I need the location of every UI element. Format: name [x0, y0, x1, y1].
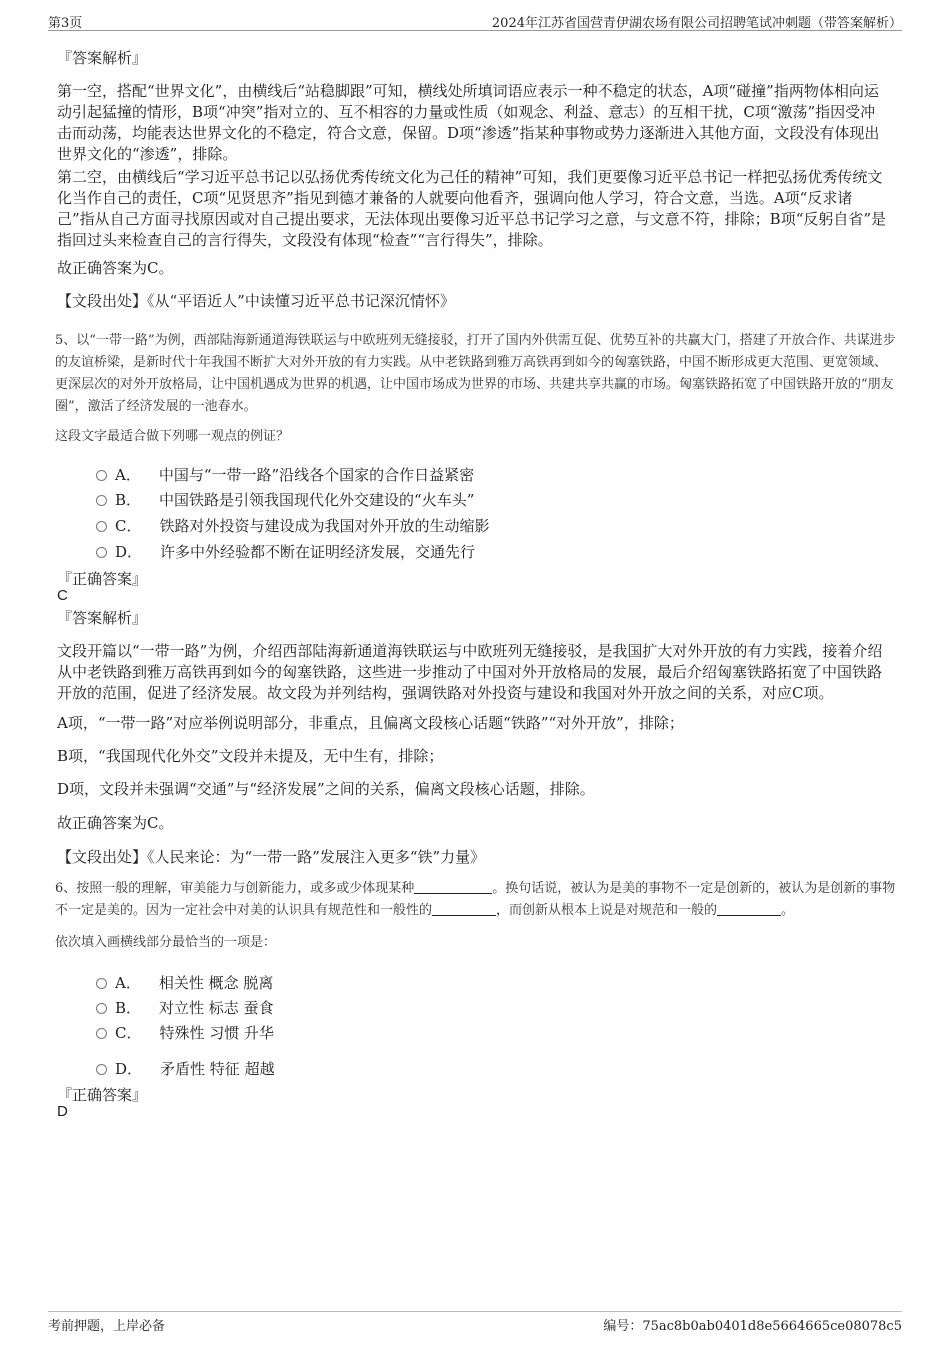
- q4-conclusion: 故正确答案为C。: [57, 259, 174, 277]
- q6-stem-part-1: 6、按照一般的理解，审美能力与创新能力，或多或少体现某种: [55, 881, 415, 896]
- radio-icon[interactable]: [96, 470, 107, 481]
- option-text: 中国与“一带一路”沿线各个国家的合作日益紧密: [158, 466, 475, 484]
- fill-blank-2: [432, 903, 496, 916]
- q5-question: 这段文字最适合做下列哪一观点的例证？: [55, 429, 290, 444]
- radio-icon[interactable]: [96, 495, 107, 506]
- option-text: 铁路对外投资与建设成为我国对外开放的生动缩影: [159, 517, 490, 535]
- q5-option-d[interactable]: [96, 541, 475, 562]
- q6-question: 依次填入画横线部分最恰当的一项是：: [55, 935, 277, 950]
- footer-slogan: 考前押题，上岸必备: [48, 1319, 166, 1334]
- option-text: 对立性 标志 蚕食: [159, 999, 274, 1017]
- q6-stem-part-3: ，而创新从根本上说是对规范和一般的: [496, 903, 718, 918]
- radio-icon[interactable]: [96, 1064, 107, 1075]
- option-text: 特殊性 习惯 升华: [159, 1024, 275, 1042]
- q5-stem: 5、以“一带一路”为例，西部陆海新通道海铁联运与中欧班列无缝接驳，打开了国内外供需互促、优势互补的共赢大门，搭建了开放合作、共谋进步的友谊桥梁，是新时代十年我国不断扩大对外开放的有力实践。从中老铁路到雅万高铁再到如今的匈塞铁路，中国不断形成更大范围、更宽领域、更深层次的对外开放格局，让中国机遇成为世界的机遇，让中国市场成为世界的市场、共建共享共赢的市场。匈塞铁路拓宽了中国铁路开放的“朋友圈”，激活了经济发展的一池春水。: [55, 333, 896, 414]
- page-number: 第3页: [48, 16, 83, 31]
- q6-option-d[interactable]: [96, 1058, 275, 1079]
- page-header: [48, 10, 902, 31]
- q6-option-c[interactable]: [96, 1022, 274, 1043]
- q6-option-b[interactable]: [96, 997, 274, 1018]
- option-letter: A．: [115, 466, 141, 484]
- q6-answer-label: 『正确答案』: [57, 1086, 148, 1104]
- option-letter: C．: [115, 1024, 142, 1042]
- q5-option-c[interactable]: [96, 515, 490, 536]
- q5-analysis-option-b: B项，“我国现代化外交”文段并未提及，无中生有，排除；: [57, 747, 444, 765]
- q5-answer-label: 『正确答案』: [57, 570, 148, 588]
- q5-option-a[interactable]: [96, 464, 474, 485]
- fill-blank-3: [717, 903, 781, 916]
- page-footer: [48, 1311, 902, 1332]
- option-text: 矛盾性 特征 超越: [160, 1060, 275, 1078]
- q6-stem: [55, 878, 897, 922]
- radio-icon[interactable]: [96, 547, 107, 558]
- option-letter: D．: [115, 1060, 143, 1078]
- q5-analysis-option-a: A项，“一带一路”对应举例说明部分，非重点，且偏离文段核心话题“铁路”“对外开放”，排除；: [57, 714, 684, 732]
- option-letter: B．: [115, 999, 142, 1017]
- fill-blank-1: [414, 881, 492, 894]
- option-text: 相关性 概念 脱离: [158, 974, 274, 992]
- q4-analysis-label: 『答案解析』: [57, 49, 148, 67]
- radio-icon[interactable]: [96, 1003, 107, 1014]
- option-letter: B．: [115, 491, 142, 509]
- option-text: 中国铁路是引领我国现代化外交建设的“火车头”: [159, 491, 475, 509]
- q5-answer: C: [57, 587, 68, 604]
- option-letter: C．: [115, 517, 142, 535]
- q5-source: 【文段出处】《人民来论：为“一带一路”发展注入更多“铁”力量》: [57, 848, 486, 866]
- q6-stem-part-2: 。换句话说，被认为是美的事物不一定是创新的，被认为是创新的事物不一定是美的。因为一定社会中对美的认识具有规范性和一般性的: [55, 881, 896, 918]
- option-text: 许多中外经验都不断在证明经济发展，交通先行: [160, 543, 476, 561]
- q6-answer: D: [57, 1103, 68, 1120]
- radio-icon[interactable]: [96, 521, 107, 532]
- q5-analysis-option-d: D项，文段并未强调“交通”与“经济发展”之间的关系，偏离文段核心话题，排除。: [57, 780, 595, 798]
- q4-analysis-paragraph-2: 第二空，由横线后“学习近平总书记以弘扬优秀传统文化为己任的精神”可知，我们更要像习近平总书记一样把弘扬优秀传统文化当作自己的责任，C项“见贤思齐”指见到德才兼备的人就要向他看齐，强调向他人学习，符合文意，当选。A项“反求诸己”指从自己方面寻找原因或对自己提出要求，无法体现出要像习近平总书记学习之意，与文意不符，排除；B项“反躬自省”是指回过头来检查自己的言行得失，文段没有体现“检查”“言行得失”，排除。: [57, 168, 887, 249]
- q4-source: 【文段出处】《从“平语近人”中读懂习近平总书记深沉情怀》: [57, 292, 455, 310]
- radio-icon[interactable]: [96, 978, 107, 989]
- option-letter: A．: [115, 974, 141, 992]
- q5-conclusion: 故正确答案为C。: [57, 814, 174, 832]
- radio-icon[interactable]: [96, 1028, 107, 1039]
- q5-analysis-label: 『答案解析』: [57, 609, 148, 627]
- q6-option-a[interactable]: [96, 972, 273, 993]
- q4-analysis-paragraph-1: 第一空，搭配“世界文化”，由横线后“站稳脚跟”可知，横线处所填词语应表示一种不稳定的状态，A项“碰撞”指两物体相向运动引起猛撞的情形，B项“冲突”指对立的、互不相容的力量或性质（如观念、利益、意志）的互相干扰，C项“激荡”指因受冲击而动荡，均能表达世界文化的不稳定，符合文意，保留。D项“渗透”指某种事物或势力逐渐进入其他方面，文段没有体现出世界文化的“渗透”，排除。: [57, 82, 880, 163]
- document-title: 2024年江苏省国营青伊湖农场有限公司招聘笔试冲刺题（带答案解析）: [491, 16, 902, 31]
- q6-stem-part-4: 。: [781, 903, 795, 918]
- document-id: 编号：75ac8b0ab0401d8e5664665ce08078c5: [603, 1319, 902, 1334]
- q5-analysis-paragraph-1: 文段开篇以“一带一路”为例，介绍西部陆海新通道海铁联运与中欧班列无缝接驳，是我国扩大对外开放的有力实践，接着介绍从中老铁路到雅万高铁再到如今的匈塞铁路，这些进一步推动了中国对外开放格局的发展，最后介绍匈塞铁路拓宽了中国铁路开放的范围，促进了经济发展。故文段为并列结构，强调铁路对外投资与建设和我国对外开放之间的关系，对应C项。: [57, 642, 883, 702]
- q5-option-b[interactable]: [96, 489, 474, 510]
- option-letter: D．: [115, 543, 143, 561]
